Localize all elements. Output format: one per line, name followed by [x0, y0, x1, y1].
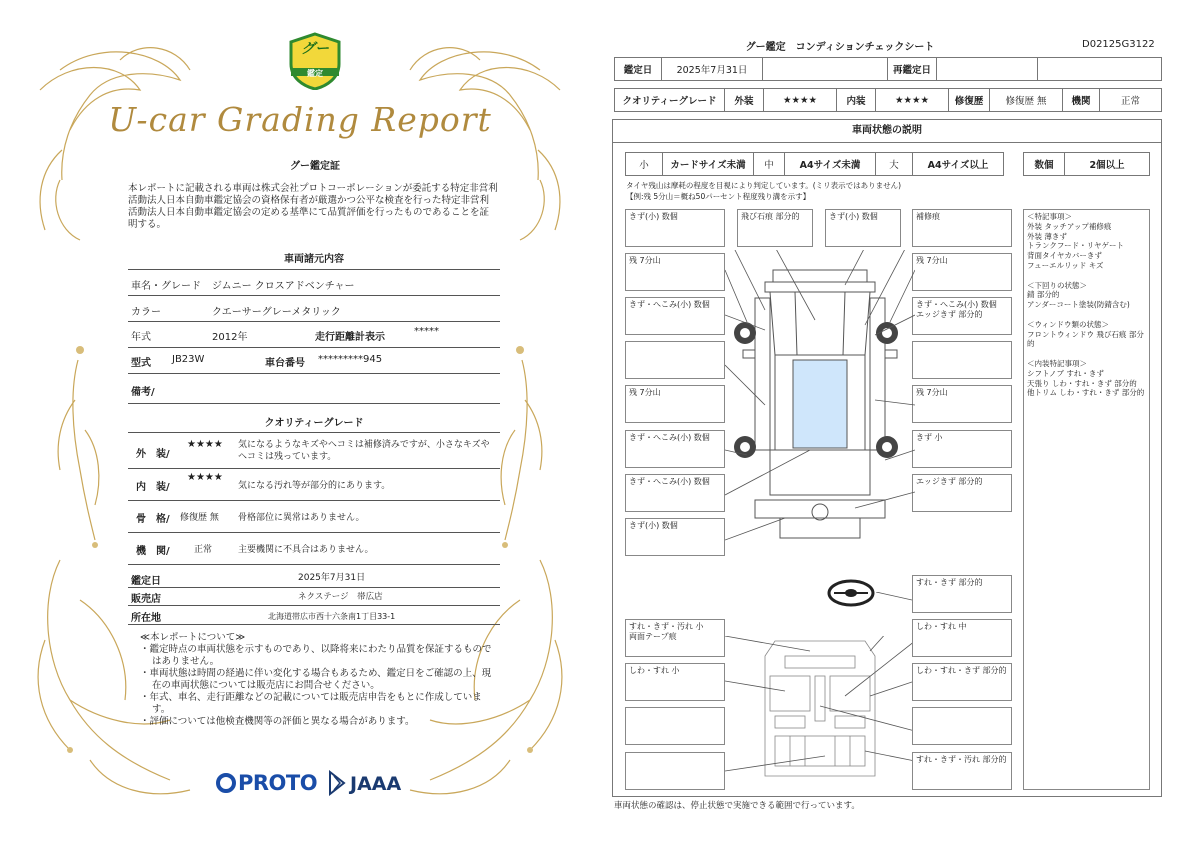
redate-value: [936, 57, 1038, 81]
quality-heading: クオリティーグレード: [264, 418, 364, 429]
badge-text-goo: グー: [301, 41, 329, 57]
count-label: 数個: [1023, 152, 1065, 176]
sheet-engine-label: 機関: [1062, 88, 1100, 112]
interior-box-left-1: すれ・きず・汚れ 小 両面テープ痕: [625, 619, 725, 657]
quality-row-interior: [128, 468, 500, 501]
spec-row-year: [128, 321, 500, 348]
vehicle-interior-diagram: [725, 636, 915, 786]
document-id: D02125G3122: [1082, 39, 1155, 50]
note-item: ・車両状態は時間の経過に伴い変化する場合もあるため、鑑定日をご確認の上、現在の車両状態については販売店にお問合せください。: [140, 668, 492, 691]
certificate-intro: 本レポートに記載される車両は株式会社プロトコーポレーションが委託する特定非営利活動法人日本自動車鑑定協会の資格保有者が厳選かつ公平な検査を行った特定非営利活動法人日本自動車鑑定協会の定める基準にて品質評価を行ったものであることを証明する。: [128, 183, 498, 230]
windshield-glass: [793, 360, 847, 448]
special-note-line: 錆 部分的: [1027, 290, 1060, 300]
spec-row-remarks: [128, 373, 500, 404]
special-note-line: 外装 タッチアップ補修痕: [1027, 221, 1112, 231]
location-label: 所在地: [131, 613, 161, 624]
interior-box-left-3: [625, 707, 725, 745]
frame-value: 修復歴 無: [180, 513, 219, 523]
interior-box-left-4: [625, 752, 725, 790]
color-label: カラー: [131, 307, 161, 318]
interior-box-right-3: しわ・すれ・きず 部分的: [912, 663, 1012, 701]
note-item: ・評価については他検査機関等の評価と異なる場合があります。: [140, 716, 415, 727]
damage-box-top-2: きず(小) 数個: [825, 209, 901, 247]
jaaa-logo-icon: [328, 770, 346, 796]
int-label: 内 装/: [136, 482, 170, 493]
model-label: 型式: [131, 358, 151, 369]
leader-line: [876, 592, 912, 602]
interior-box-right-1: すれ・きず 部分的: [912, 575, 1012, 613]
damage-box-right-1: 補修痕: [912, 209, 1012, 247]
badge-text-kantei: 鑑定: [307, 69, 323, 78]
empty-cell: [1037, 57, 1162, 81]
color-value: クエーサーグレーメタリック: [212, 307, 341, 318]
special-note-line: 天張り しわ・すれ・きず 部分的: [1027, 378, 1137, 388]
engine-comment: 主要機関に不具合はありません。: [238, 545, 374, 555]
proto-logo-icon: [216, 772, 236, 794]
int-comment: 気になる汚れ等が部分的にあります。: [238, 481, 391, 491]
odo-label: 走行距離計表示: [315, 332, 385, 343]
vehicle-exterior-diagram: [725, 250, 915, 550]
size-mid: 中: [753, 152, 785, 176]
spec-row-model: [128, 347, 500, 374]
date-label: 鑑定日: [131, 576, 161, 587]
damage-box-left-3: きず・へこみ(小) 数個: [625, 297, 725, 335]
damage-box-right-5: 残 7分山: [912, 385, 1012, 423]
quality-grade-label: クオリティーグレード: [614, 88, 725, 112]
quality-row-engine: [128, 532, 500, 565]
damage-box-right-6: きず 小: [912, 430, 1012, 468]
chassis-label: 車台番号: [265, 358, 305, 369]
spacer: [1027, 349, 1146, 359]
damage-box-left-7: きず・へこみ(小) 数個: [625, 474, 725, 512]
ext-label: 外 装/: [136, 449, 170, 460]
sheet-date-value: 2025年7月31日: [661, 57, 763, 81]
sheet-title: グー鑑定 コンディションチェックシート: [745, 42, 935, 53]
damage-box-left-1: きず(小) 数個: [625, 209, 725, 247]
info-row-date: [128, 568, 500, 588]
engine-label: 機 関/: [136, 546, 170, 557]
report-notes: [140, 632, 500, 728]
interior-box-left-2: しわ・すれ 小: [625, 663, 725, 701]
location-value: 北海道帯広市西十六条南1丁目33-1: [268, 612, 396, 621]
special-note-line: トランクフード・リヤゲート: [1027, 241, 1124, 251]
year-value: 2012年: [212, 332, 248, 343]
ext-stars: ★★★★: [187, 439, 223, 450]
model-value: JB23W: [172, 354, 205, 365]
special-note-line: フロントウィンドウ 飛び石痕 部分的: [1027, 329, 1144, 349]
engine-value: 正常: [194, 545, 213, 555]
redate-label: 再鑑定日: [887, 57, 937, 81]
repair-label: 修復歴: [948, 88, 990, 112]
note-item: ・鑑定時点の車両状態を示すものであり、以降将来にわたり品質を保証するものではありません。: [140, 644, 492, 667]
damage-box-left-2: 残 7分山: [625, 253, 725, 291]
sheet-date-label: 鑑定日: [614, 57, 662, 81]
special-note-line: ＜下回りの状態＞: [1027, 280, 1087, 290]
int-stars: ★★★★: [187, 472, 223, 483]
tire-note-2: 【例:残 5分山＝概ね50パーセント程度残り溝を示す】: [626, 192, 811, 201]
size-small-desc: カードサイズ未満: [662, 152, 754, 176]
damage-box-top-1: 飛び石痕 部分的: [737, 209, 813, 247]
empty-cell: [762, 57, 888, 81]
damage-box-left-5: 残 7分山: [625, 385, 725, 423]
sheet-int-label: 内装: [836, 88, 876, 112]
spec-heading: 車両諸元内容: [284, 254, 344, 265]
note-item: ・年式、車名、走行距離などの記載については販売店申告をもとに作成しています。: [140, 692, 482, 715]
sheet-engine-value: 正常: [1099, 88, 1162, 112]
dealer-value: ネクステージ 帯広店: [298, 592, 383, 602]
jaaa-logo: JAAA: [350, 773, 402, 795]
chassis-value: *********945: [318, 354, 383, 365]
proto-logo: PROTO: [238, 771, 318, 795]
sheet-footer-note: 車両状態の確認は、停止状態で実施できる範囲で行っています。: [614, 801, 860, 811]
damage-box-left-6: きず・へこみ(小) 数個: [625, 430, 725, 468]
quality-row-frame: [128, 500, 500, 533]
size-large: 大: [875, 152, 913, 176]
interior-box-right-5: すれ・きず・汚れ 部分的: [912, 752, 1012, 790]
condition-heading: 車両状態の説明: [612, 119, 1162, 143]
frame-label: 骨 格/: [136, 514, 170, 525]
damage-box-right-2: 残 7分山: [912, 253, 1012, 291]
remarks-label: 備考/: [131, 387, 155, 398]
spacer: [1027, 310, 1146, 320]
damage-box-left-4: [625, 341, 725, 379]
notes-heading: ≪本レポートについて≫: [140, 632, 246, 643]
spec-row-name: [128, 269, 500, 296]
certificate-heading: グー鑑定証: [290, 161, 340, 172]
size-small: 小: [625, 152, 663, 176]
dealer-label: 販売店: [131, 594, 161, 605]
sheet-int-stars: ★★★★: [875, 88, 949, 112]
odo-value: *****: [414, 326, 439, 337]
special-note-line: フューエルリッド キズ: [1027, 260, 1104, 270]
info-row-dealer: [128, 587, 500, 606]
size-large-desc: A4サイズ以上: [912, 152, 1004, 176]
special-note-line: 背面タイヤカバーきず: [1027, 251, 1102, 261]
special-note-line: アンダーコート塗装(防錆含む): [1027, 300, 1130, 310]
damage-box-left-8: きず(小) 数個: [625, 518, 725, 556]
sheet-ext-label: 外装: [724, 88, 764, 112]
special-notes-box: [1023, 209, 1150, 790]
special-note-line: 他トリム しわ・すれ・きず 部分的: [1027, 388, 1145, 398]
damage-box-right-3: きず・へこみ(小) 数個 エッジきず 部分的: [912, 297, 1012, 335]
steering-wheel-icon: [826, 578, 876, 608]
interior-box-right-4: [912, 707, 1012, 745]
name-value: ジムニー クロスアドベンチャー: [212, 281, 355, 292]
certificate-script-title: U-car Grading Report: [108, 100, 492, 139]
special-note-line: ＜ウィンドウ類の状態＞: [1027, 319, 1110, 329]
damage-box-right-7: エッジきず 部分的: [912, 474, 1012, 512]
damage-box-right-4: [912, 341, 1012, 379]
special-note-line: ＜特記事項＞: [1027, 212, 1072, 221]
info-row-location: [128, 605, 500, 625]
interior-box-right-2: しわ・すれ 中: [912, 619, 1012, 657]
year-label: 年式: [131, 332, 151, 343]
special-note-line: シフトノブ すれ・きず: [1027, 368, 1104, 378]
spacer: [1027, 271, 1146, 281]
size-mid-desc: A4サイズ未満: [784, 152, 876, 176]
special-note-line: ＜内装特記事項＞: [1027, 358, 1087, 368]
quality-row-exterior: [128, 432, 500, 469]
repair-value: 修復歴 無: [989, 88, 1063, 112]
ext-comment: 気になるようなキズやヘコミは補修済みですが、小さなキズやヘコミは残っています。: [238, 440, 490, 462]
special-note-line: 外装 薄きず: [1027, 231, 1067, 241]
count-desc: 2個以上: [1064, 152, 1150, 176]
date-value: 2025年7月31日: [298, 573, 366, 583]
tire-note-1: タイヤ残山は摩耗の程度を目視により判定しています。(ミリ表示ではありません): [626, 181, 902, 190]
spec-row-color: [128, 295, 500, 322]
frame-comment: 骨格部位に異常はありません。: [238, 513, 365, 523]
sheet-ext-stars: ★★★★: [763, 88, 837, 112]
name-label: 車名・グレード: [131, 281, 201, 292]
